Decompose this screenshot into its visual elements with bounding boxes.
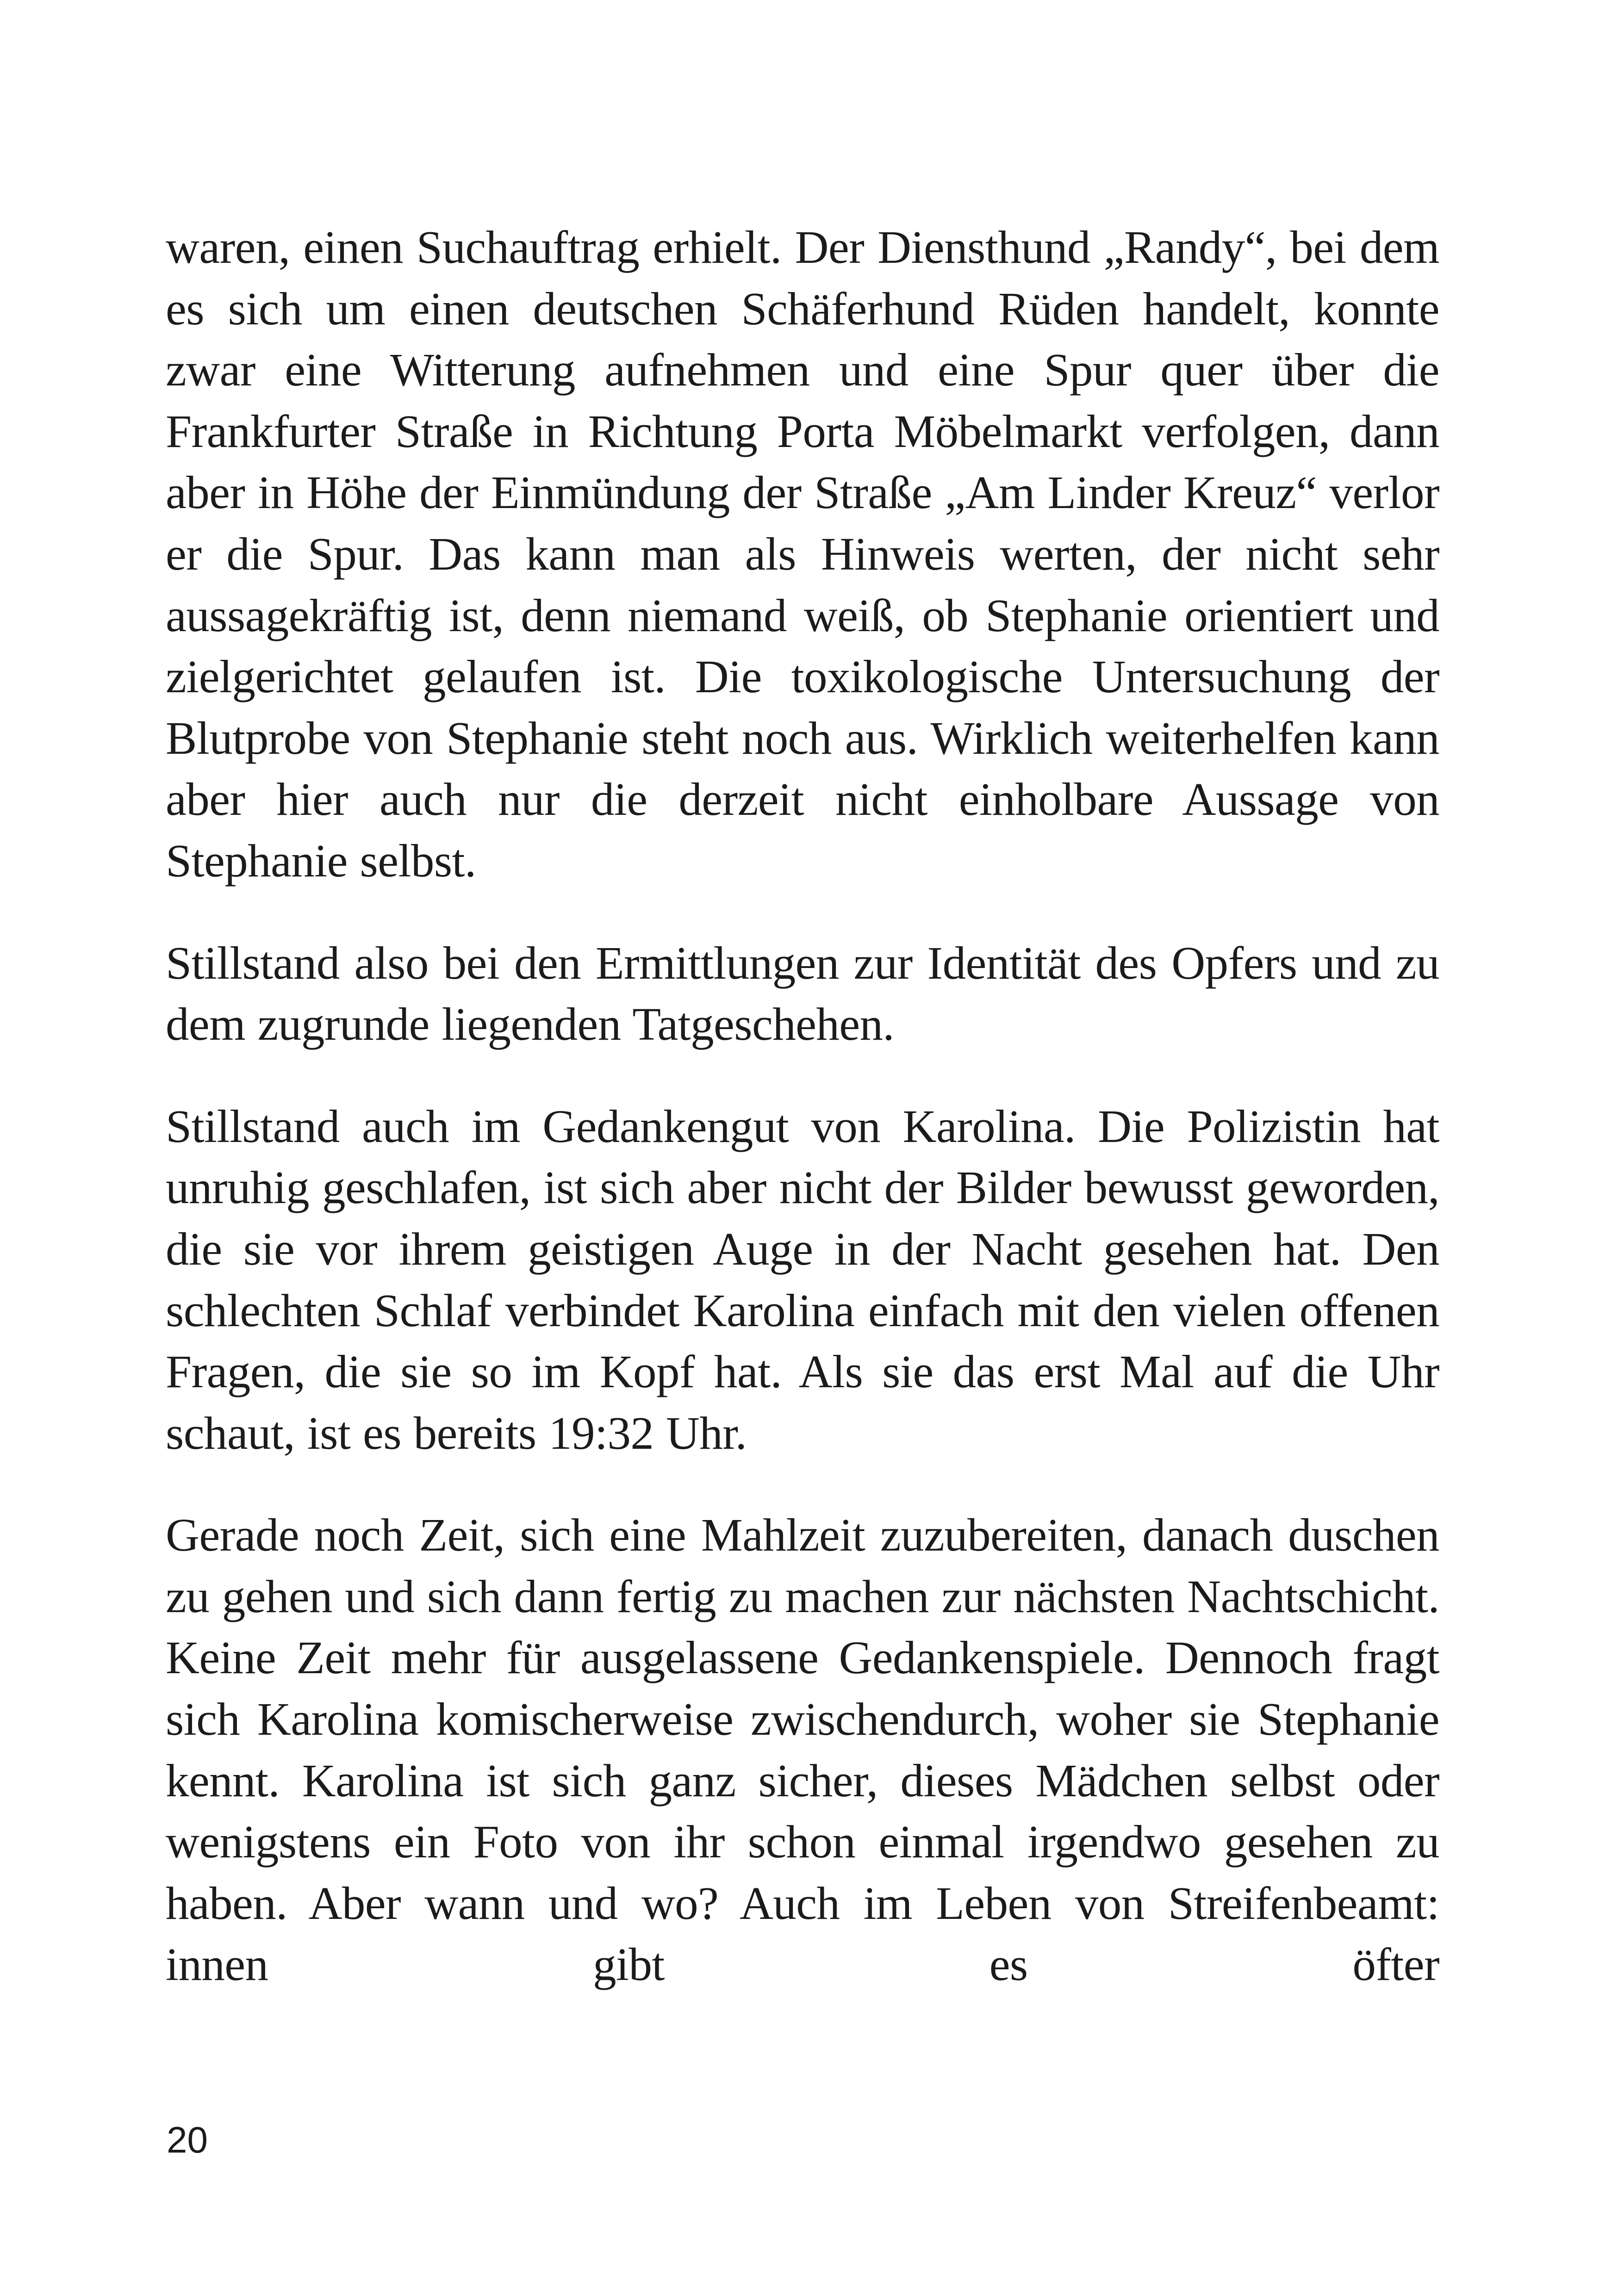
page-number: 20 <box>167 2119 208 2160</box>
paragraph-3: Stillstand auch im Gedankengut von Karolina. Die Polizistin hat unruhig geschlafen, ist sich aber nicht der Bilder bewusst geworden, die sie vor ihrem geistigen Auge in der Nacht gesehen hat. Den schlechten Schlaf verbindet Karolina einfach mit den vielen offenen Fragen, die sie so im Kopf hat. Als sie das erst Mal auf die Uhr schaut, ist es bereits 19:32 Uhr. <box>166 1100 1439 1459</box>
paragraph-2: Stillstand also bei den Ermittlungen zur Identität des Opfers und zu dem zugrunde liegenden Tatgeschehen. <box>166 937 1439 1050</box>
body-text <box>166 217 1439 2036</box>
paragraph-1: waren, einen Suchauftrag erhielt. Der Diensthund „Randy“, bei dem es sich um einen deutschen Schäferhund Rüden handelt, konnte zwar eine Witterung aufnehmen und eine Spur quer über die Frankfurter Straße in Richtung Porta Möbelmarkt verfolgen, dann aber in Höhe der Einmündung der Straße „Am Linder Kreuz“ verlor er die Spur. Das kann man als Hinweis werten, der nicht sehr aussagekräftig ist, denn niemand weiß, ob Stephanie orientiert und zielgerichtet gelaufen ist. Die toxikologische Untersuchung der Blutprobe von Stephanie steht noch aus. Wirklich weiterhelfen kann aber hier auch nur die derzeit nicht einholbare Aussage von Stephanie selbst. <box>166 221 1439 887</box>
paragraph-4: Gerade noch Zeit, sich eine Mahlzeit zuzubereiten, danach duschen zu gehen und sich dann fertig zu machen zur nächsten Nachtschicht. Keine Zeit mehr für ausgelassene Gedankenspiele. Dennoch fragt sich Karolina komischerweise zwischendurch, woher sie Stephanie kennt. Karolina ist sich ganz sicher, dieses Mädchen selbst oder wenigstens ein Foto von ihr schon einmal irgendwo gesehen zu haben. Aber wann und wo? Auch im Leben von Streifenbeamt: innen gibt es öfter <box>166 1509 1439 1991</box>
